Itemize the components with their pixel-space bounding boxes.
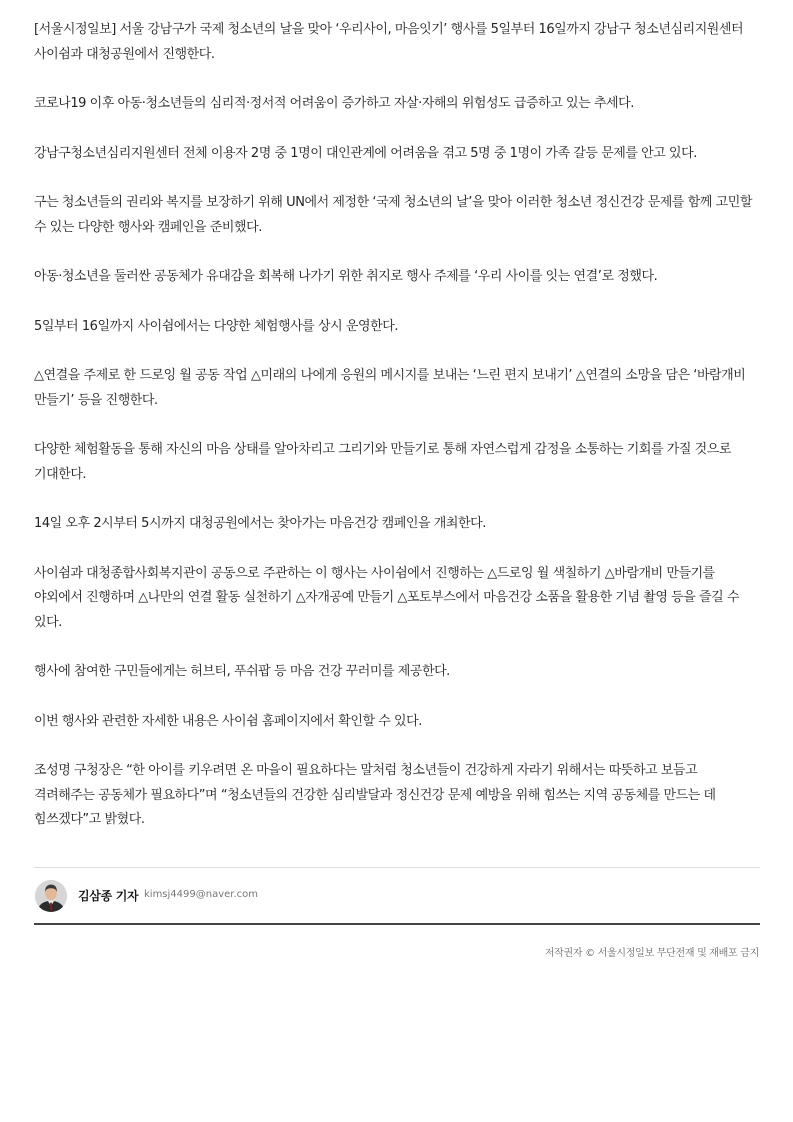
article-paragraph: 사이쉼과 대청종합사회복지관이 공동으로 주관하는 이 행사는 사이쉼에서 진행하는 △드로잉 월 색칠하기 △바람개비 만들기를 야외에서 진행하며 △나만의 연결 활동 실천하기 △자개공예 만들기 △포토부스에서 마음건강 소품을 활용한 기념 촬영 등을 즐길 수 있다. xyxy=(34,565,740,630)
copyright-notice: 저작권자 © 서울시정일보 무단전재 및 재배포 금지 xyxy=(544,948,759,959)
article-paragraph: 14일 오후 2시부터 5시까지 대청공원에서는 찾아가는 마음건강 캠페인을 개최한다. xyxy=(34,516,486,531)
reporter-name[interactable]: 김삼종 기자 xyxy=(78,889,139,903)
article-body xyxy=(34,18,760,858)
reporter-avatar xyxy=(35,880,67,912)
article-paragraph: 행사에 참여한 구민들에게는 허브티, 푸쉬팝 등 마음 건강 꾸러미를 제공한다. xyxy=(34,664,450,679)
reporter-photo-icon xyxy=(35,880,67,912)
article-paragraph: 아동·청소년을 둘러싼 공동체가 유대감을 회복해 나가기 위한 취지로 행사 주제를 ‘우리 사이를 잇는 연결’로 정했다. xyxy=(34,269,658,284)
reporter-email[interactable]: kimsj4499@naver.com xyxy=(144,889,259,900)
article-paragraph: △연결을 주제로 한 드로잉 월 공동 작업 △미래의 나에게 응원의 메시지를 보내는 ‘느린 편지 보내기’ △연결의 소망을 담은 ‘바람개비 만들기’ 등을 진행한다. xyxy=(34,368,746,408)
article-paragraph: 코로나19 이후 아동·청소년들의 심리적·정서적 어려움이 증가하고 자살·자해의 위험성도 급증하고 있는 추세다. xyxy=(34,96,634,111)
article-paragraph: 구는 청소년들의 권리와 복지를 보장하기 위해 UN에서 제정한 ‘국제 청소년의 날’을 맞아 이러한 청소년 정신건강 문제를 함께 고민할 수 있는 다양한 행사와 캠페인을 준비했다. xyxy=(34,195,752,235)
reporter-byline xyxy=(34,867,760,925)
article-paragraph: 다양한 체험활동을 통해 자신의 마음 상태를 알아차리고 그리기와 만들기로 통해 자연스럽게 감정을 소통하는 기회를 가질 것으로 기대한다. xyxy=(34,442,731,482)
article-paragraph: [서울시정일보] 서울 강남구가 국제 청소년의 날을 맞아 ‘우리사이, 마음잇기’ 행사를 5일부터 16일까지 강남구 청소년심리지원센터 사이쉼과 대청공원에서 진행한다. xyxy=(34,22,744,62)
article-paragraph: 이번 행사와 관련한 자세한 내용은 사이쉼 홈페이지에서 확인할 수 있다. xyxy=(34,713,422,729)
article-paragraph: 강남구청소년심리지원센터 전체 이용자 2명 중 1명이 대인관계에 어려움을 겪고 5명 중 1명이 가족 갈등 문제를 안고 있다. xyxy=(34,145,697,161)
article-paragraph: 조성명 구청장은 “한 아이를 키우려면 온 마을이 필요하다는 말처럼 청소년들이 건강하게 자라기 위해서는 따뜻하고 보듬고 격려해주는 공동체가 필요하다”며 “청소년들의 건강한 심리발달과 정신건강 문제 예방을 위해 힘쓰는 지역 공동체를 만드는 데 힘쓰겠다”고 밝혔다. xyxy=(34,763,716,827)
article-paragraph: 5일부터 16일까지 사이쉼에서는 다양한 체험행사를 상시 운영한다. xyxy=(34,318,399,334)
